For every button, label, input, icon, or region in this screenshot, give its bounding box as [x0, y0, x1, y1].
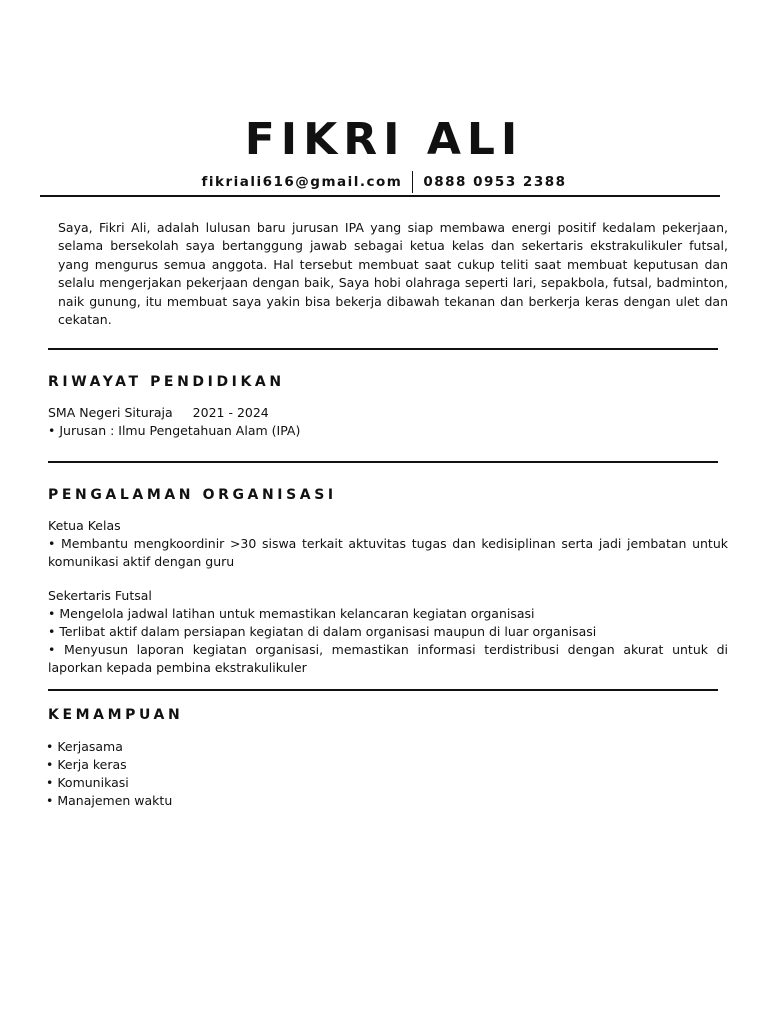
role-bullet: • Mengelola jadwal latihan untuk memastikan kelancaran kegiatan organisasi	[48, 606, 535, 621]
email-text: fikriali616@gmail.com	[201, 174, 403, 190]
skills-heading: KEMAMPUAN	[48, 707, 184, 723]
role-bullet: • Menyusun laporan kegiatan organisasi, memastikan informasi terdistribusi dengan akurat untuk di laporkan kepada pembina ekstrakulikuler	[48, 642, 728, 675]
skill-item: • Komunikasi	[46, 775, 129, 790]
skill-item: • Kerjasama	[46, 739, 123, 754]
education-major: • Jurusan : Ilmu Pengetahuan Alam (IPA)	[48, 423, 301, 438]
section-divider	[48, 348, 718, 350]
skills-list	[46, 738, 726, 810]
skill-item: • Kerja keras	[46, 757, 127, 772]
header-divider	[40, 195, 720, 197]
role-bullet: • Terlibat aktif dalam persiapan kegiatan di dalam organisasi maupun di luar organisasi	[48, 624, 597, 639]
education-block	[48, 404, 728, 440]
phone-text: 0888 0953 2388	[423, 174, 567, 190]
section-divider	[48, 461, 718, 463]
school-name: SMA Negeri Situraja	[48, 405, 173, 420]
summary-paragraph: Saya, Fikri Ali, adalah lulusan baru jurusan IPA yang siap membawa energi positif kedalam pekerjaan, selama bersekolah saya bertanggung jawab sebagai ketua kelas dan sekertaris ekstrakulikuler futsal, yang mengurus semua anggota. Hal tersebut membuat saat cukup teliti saat membuat keputusan dan selalu mengerjakan pekerjaan dengan baik, Saya hobi olahraga seperti lari, sepakbola, futsal, badminton, naik gunung, itu membuat saya yakin bisa bekerja dibawah tekanan dan berkerja keras dengan ulet dan cekatan.	[58, 220, 728, 328]
resume-name: FIKRI ALI	[244, 114, 524, 165]
skill-item: • Manajemen waktu	[46, 793, 173, 808]
education-heading: RIWAYAT PENDIDIKAN	[48, 374, 285, 390]
contact-divider	[412, 171, 413, 193]
contact-line	[0, 171, 768, 193]
section-divider	[48, 689, 718, 691]
role-title: Ketua Kelas	[48, 518, 121, 533]
organization-heading: PENGALAMAN ORGANISASI	[48, 487, 337, 503]
role-bullet: • Membantu mengkoordinir >30 siswa terkait aktuvitas tugas dan kedisiplinan serta jadi jembatan untuk komunikasi aktif dengan guru	[48, 536, 728, 569]
organization-block	[48, 517, 728, 677]
school-years: 2021 - 2024	[192, 405, 269, 420]
role-title: Sekertaris Futsal	[48, 588, 152, 603]
